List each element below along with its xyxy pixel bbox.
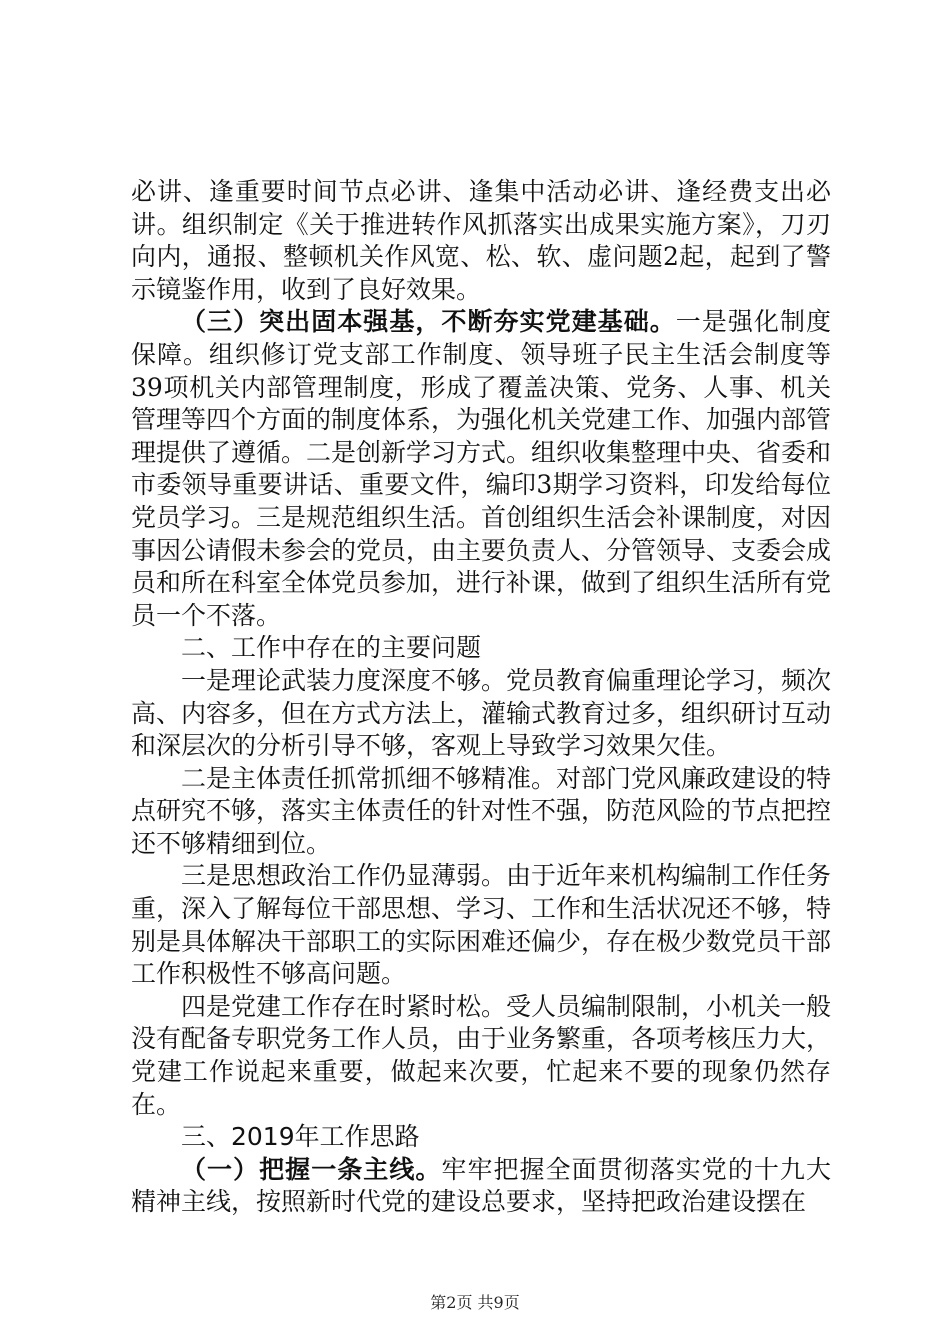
section-heading: 三、2019年工作思路 <box>181 1122 420 1152</box>
paragraph: 必讲、逢重要时间节点必讲、逢集中活动必讲、逢经费支出必讲。组织制定《关于推进转作风抓落实出成果实施方案》，刀刃向内，通报、整顿机关作风宽、松、软、虚问题2起，起到了警示镜鉴作用，收到了良好效果。 <box>131 177 831 304</box>
paragraph-body: 牢牢把握全面贯彻落实党的十九大精神主线，按照新时代党的建设总要求，坚持把政治建设摆在 <box>131 1154 831 1217</box>
paragraph: 一是理论武装力度深度不够。党员教育偏重理论学习，频次高、内容多，但在方式方法上，灌输式教育过多，组织研讨互动和深层次的分析引导不够，客观上导致学习效果欠佳。 <box>131 665 832 761</box>
paragraph-body: 一是强化制度保障。组织修订党支部工作制度、领导班子民主生活会制度等39项机关内部管理制度，形成了覆盖决策、党务、人事、机关管理等四个方面的制度体系，为强化机关党建工作、加强内部管理提供了遵循。二是创新学习方式。组织收集整理中央、省委和市委领导重要讲话、重要文件，编印3期学习资料，印发给每位党员学习。三是规范组织生活。首创组织生活会补课制度，对因事因公请假未参会的党员，由主要负责人、分管领导、支委会成员和所在科室全体党员参加，进行补课，做到了组织生活所有党员一个不落。 <box>131 307 832 630</box>
document-body <box>131 176 831 1219</box>
paragraph-lead: （一）把握一条主线。 <box>181 1154 442 1184</box>
paragraph: 二是主体责任抓常抓细不够精准。对部门党风廉政建设的特点研究不够，落实主体责任的针对性不强，防范风险的节点把控还不够精细到位。 <box>131 763 832 858</box>
paragraph <box>131 306 831 632</box>
paragraph <box>131 1154 831 1219</box>
paragraph: 四是党建工作存在时紧时松。受人员编制限制，小机关一般没有配备专职党务工作人员，由于业务繁重，各项考核压力大，党建工作说起来重要，做起来次要，忙起来不要的现象仍然存在。 <box>131 991 832 1119</box>
page-number-footer: 第2页 共9页 <box>430 1293 520 1312</box>
section-heading: 二、工作中存在的主要问题 <box>181 633 482 663</box>
paragraph: 三是思想政治工作仍显薄弱。由于近年来机构编制工作任务重，深入了解每位干部思想、学习、工作和生活状况还不够，特别是具体解决干部职工的实际困难还偏少，存在极少数党员干部工作积极性不够高问题。 <box>131 861 832 989</box>
paragraph-lead: （三）突出固本强基，不断夯实党建基础。 <box>181 307 676 337</box>
